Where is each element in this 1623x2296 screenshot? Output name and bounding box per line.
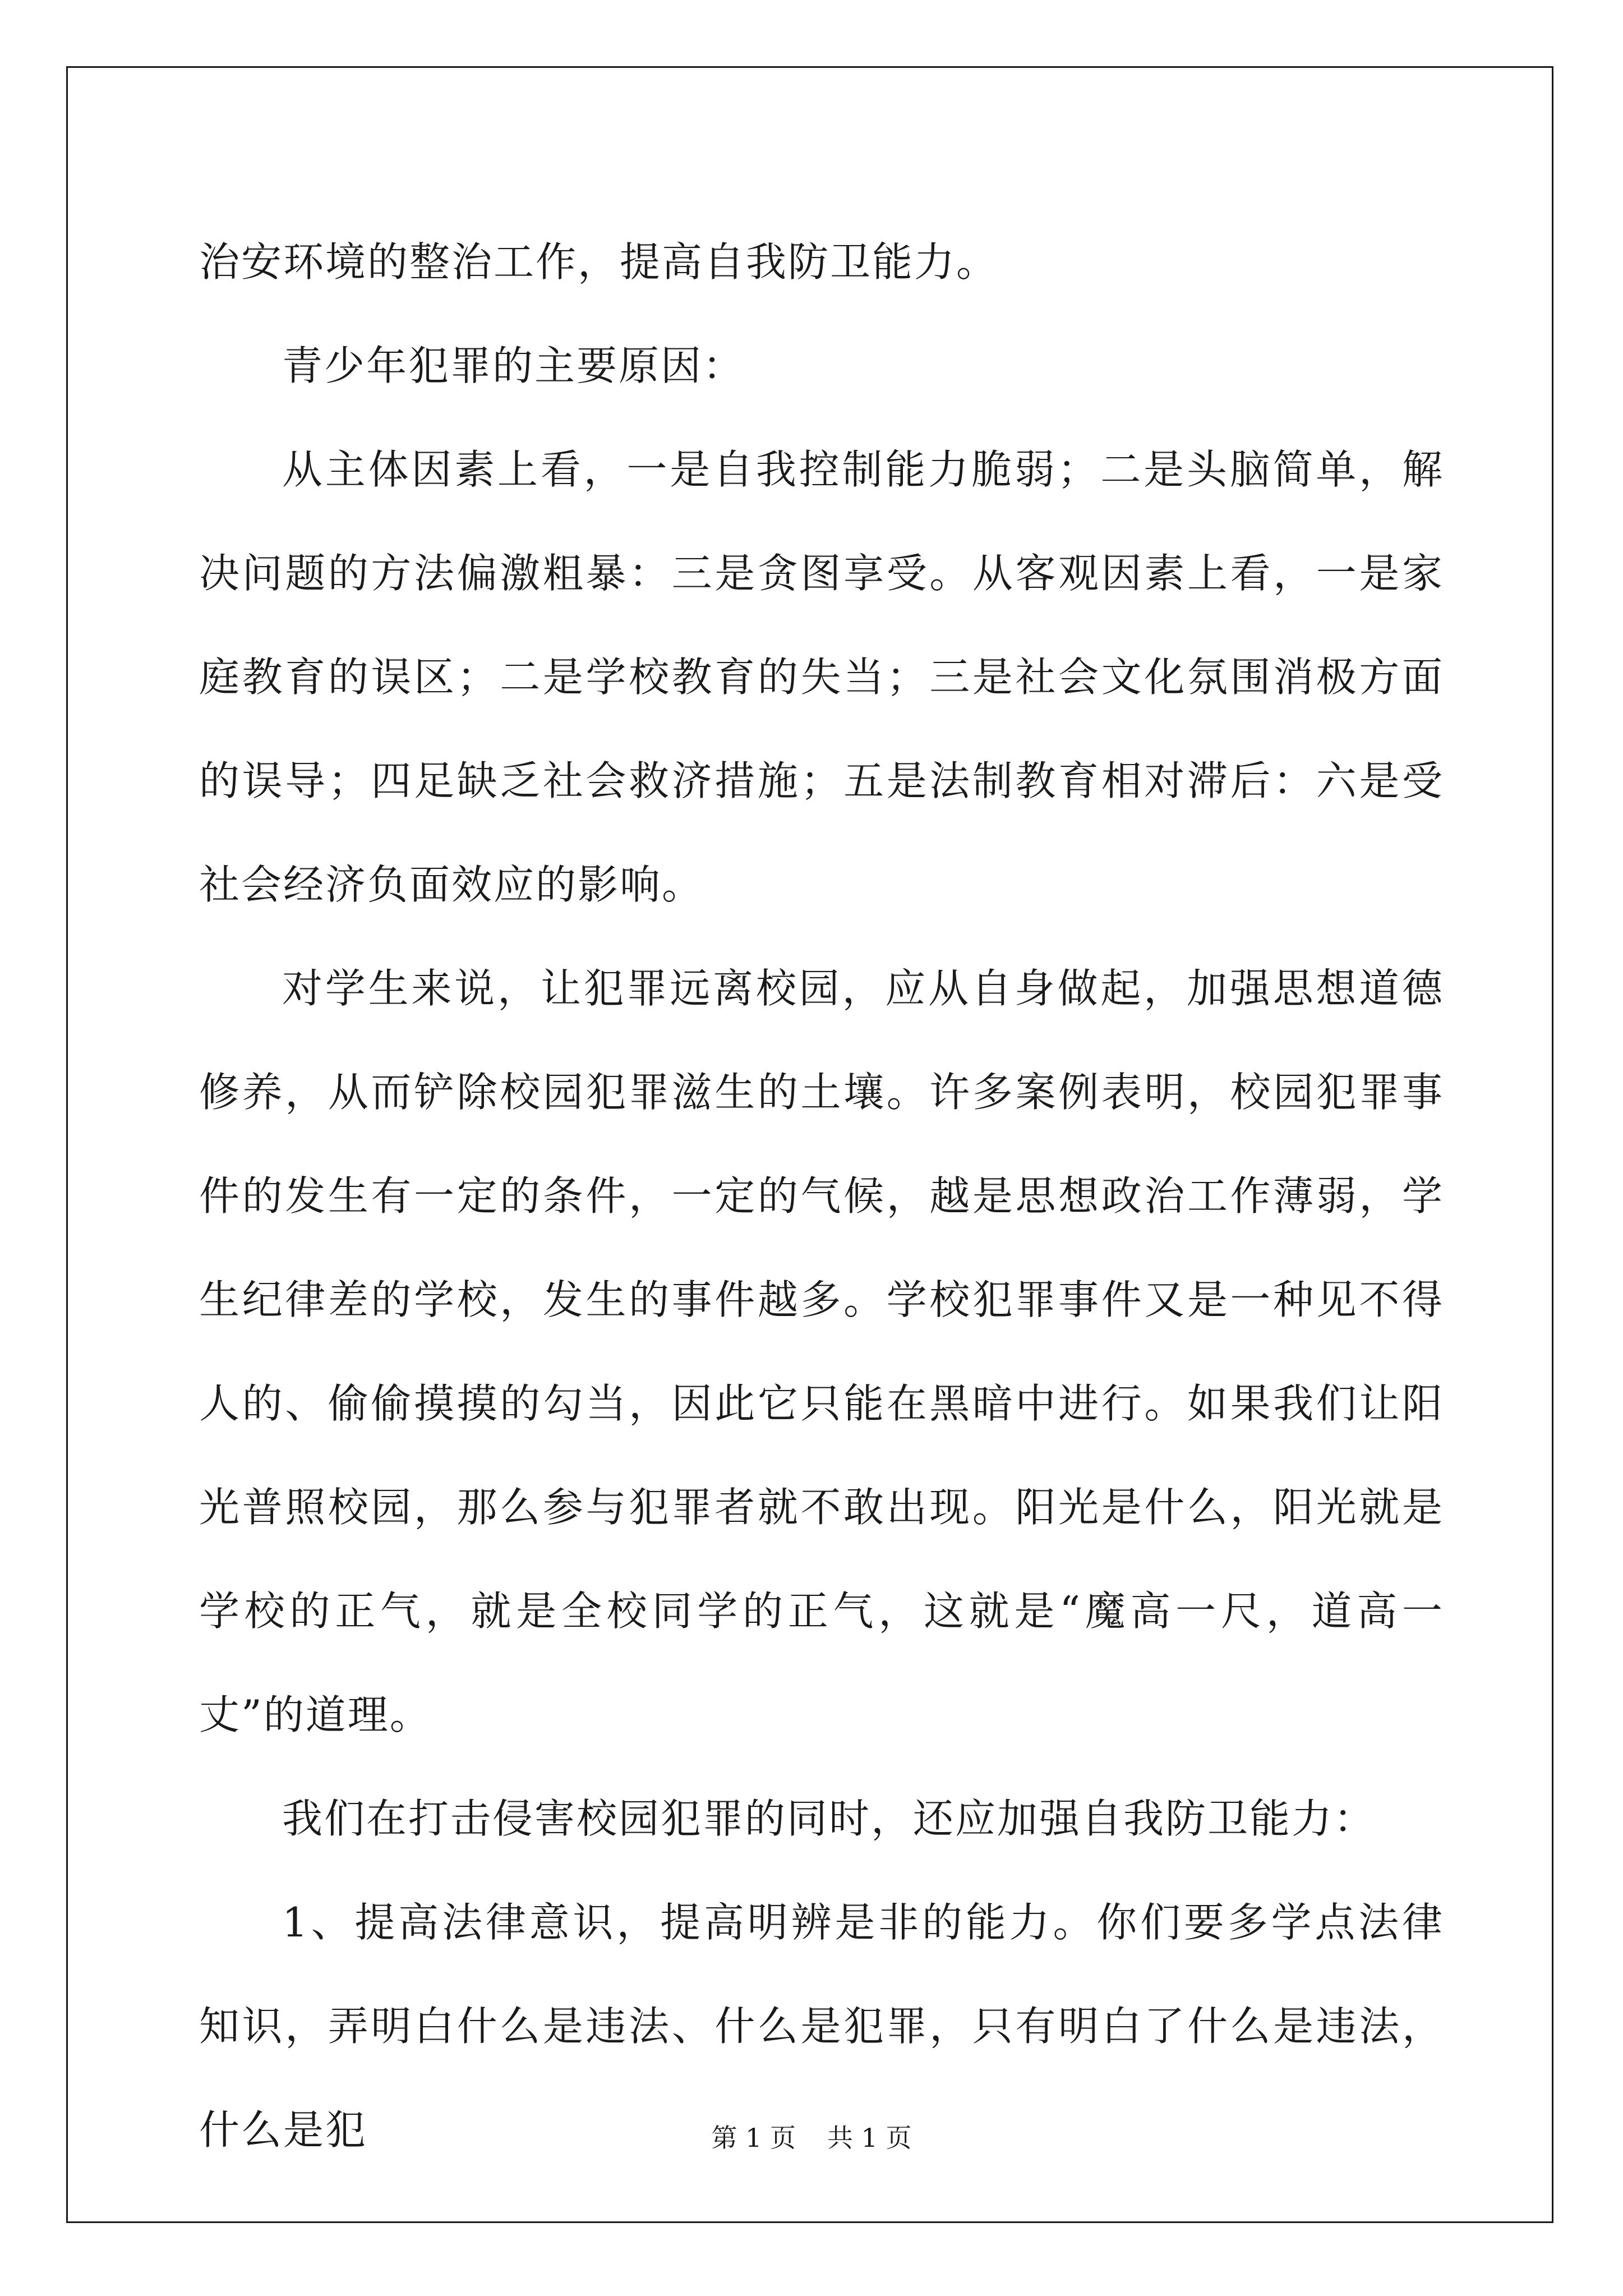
paragraph-1: 治安环境的整治工作，提高自我防卫能力。 bbox=[199, 238, 999, 286]
paragraph-6: 1、提高法律意识，提高明辨是非的能力。你们要多学点法律知识，弄明白什么是违法、什么是犯罪，只有明白了什么是违法，什么是犯 bbox=[199, 1899, 1444, 2154]
paragraph-2: 青少年犯罪的主要原因： bbox=[282, 342, 745, 389]
page-total: 共 1 页 bbox=[827, 2123, 912, 2153]
document-body bbox=[199, 210, 1444, 2182]
paragraph-4: 对学生来说，让犯罪远离校园，应从自身做起，加强思想道德修养，从而铲除校园犯罪滋生的土壤。许多案例表明，校园犯罪事件的发生有一定的条件，一定的气候，越是思想政治工作薄弱，学生纪律差的学校，发生的事件越多。学校犯罪事件又是一种见不得人的、偷偷摸摸的勾当，因此它只能在黑暗中进行。如果我们让阳光普照校园，那么参与犯罪者就不敢出现。阳光是什么，阳光就是学校的正气，就是全校同学的正气，这就是“魔高一尺，道高一丈”的道理。 bbox=[199, 965, 1444, 1738]
paragraph-3: 从主体因素上看，一是自我控制能力脆弱；二是头脑简单，解决问题的方法偏激粗暴：三是贪图享受。从客观因素上看，一是家庭教育的误区；二是学校教育的失当；三是社会文化氛围消极方面的误导；四足缺乏社会救济措施；五是法制教育相对滞后：六是受社会经济负面效应的影响。 bbox=[199, 446, 1444, 908]
page-number: 第 1 页 bbox=[711, 2123, 796, 2153]
paragraph-5: 我们在打击侵害校园犯罪的同时，还应加强自我防卫能力： bbox=[282, 1795, 1376, 1842]
page-footer bbox=[0, 2118, 1623, 2155]
